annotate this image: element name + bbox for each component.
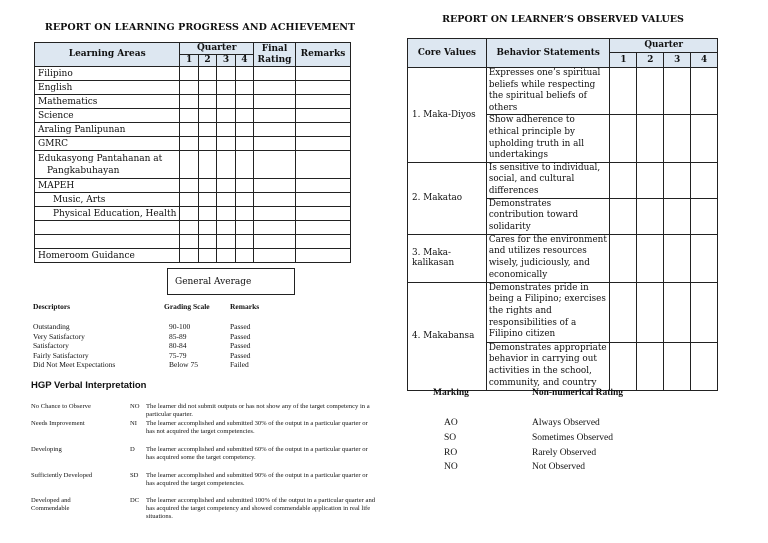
q1-cell <box>180 95 198 109</box>
remarks-cell <box>295 193 350 207</box>
header-q2: 2 <box>637 53 664 68</box>
q3-cell <box>217 137 235 151</box>
final-rating-cell <box>254 123 296 137</box>
descriptor-name: Did Not Meet Expectations <box>33 360 116 369</box>
q4-cell <box>691 342 718 390</box>
q1-cell <box>180 81 198 95</box>
descriptor-remarks: Passed <box>230 350 251 360</box>
hgp-code: SD <box>130 472 139 479</box>
remarks-cell <box>295 151 350 179</box>
subject-row <box>35 67 351 81</box>
q1-cell <box>180 67 198 81</box>
final-rating-cell <box>254 109 296 123</box>
q3-cell <box>217 151 235 179</box>
q4-cell <box>691 234 718 282</box>
learning-progress-table <box>34 42 351 263</box>
q3-cell <box>217 207 235 221</box>
final-rating-cell <box>254 249 296 263</box>
remarks-cell <box>295 179 350 193</box>
final-rating-cell <box>254 81 296 95</box>
value-row <box>408 162 718 198</box>
marking-rating: Always Observed <box>532 418 600 428</box>
subject-row <box>35 179 351 193</box>
header-q2: 2 <box>198 55 216 67</box>
subject-name: MAPEH <box>35 179 180 193</box>
descriptor-name: Outstanding <box>33 322 70 331</box>
q4-cell <box>691 68 718 115</box>
subject-name: Araling Panlipunan <box>35 123 180 137</box>
header-quarter: Quarter <box>610 39 718 53</box>
q3-cell <box>664 198 691 234</box>
descriptors-header: Descriptors <box>33 302 71 311</box>
header-remarks: Remarks <box>295 43 350 67</box>
marking-code: AO <box>444 418 458 428</box>
subject-name: Edukasyong Pantahanan at Pangkabuhayan <box>35 151 180 179</box>
hgp-code: NO <box>130 403 140 410</box>
q3-cell <box>217 221 235 235</box>
non-numerical-rating-header: Non-numerical Rating <box>532 388 624 398</box>
q4-cell <box>235 193 253 207</box>
marking-rating: Rarely Observed <box>532 448 597 458</box>
q4-cell <box>235 151 253 179</box>
subject-row <box>35 249 351 263</box>
q3-cell <box>664 342 691 390</box>
q1-cell <box>180 249 198 263</box>
hgp-label: No Chance to Observe <box>31 403 91 410</box>
q4-cell <box>235 109 253 123</box>
hgp-title: HGP Verbal Interpretation <box>31 380 147 391</box>
q1-cell <box>180 151 198 179</box>
behavior-statement: Demonstrates appropriate behavior in carrying out activities in the school, community, and country <box>486 342 610 390</box>
descriptor-scale: Below 75 <box>169 360 198 369</box>
general-average-box: General Average <box>167 268 295 295</box>
hgp-code: NI <box>130 420 137 427</box>
remarks-cell <box>295 109 350 123</box>
descriptor-remarks: Failed <box>230 360 249 369</box>
behavior-statement: Expresses one’s spiritual beliefs while respecting the spiritual beliefs of others <box>486 68 610 115</box>
final-rating-cell <box>254 207 296 221</box>
q2-cell <box>637 198 664 234</box>
hgp-text: The learner did not submit outputs or has not show any of the target competency in a particular quarter. <box>146 403 370 418</box>
descriptor-scale: 90-100 <box>169 322 191 331</box>
q2-cell <box>637 162 664 198</box>
q3-cell <box>217 193 235 207</box>
subject-row <box>35 137 351 151</box>
q4-cell <box>235 221 253 235</box>
q3-cell <box>217 109 235 123</box>
q4-cell <box>235 137 253 151</box>
subject-row <box>35 207 351 221</box>
q2-cell <box>637 342 664 390</box>
subject-row <box>35 193 351 207</box>
q1-cell <box>610 198 637 234</box>
q2-cell <box>198 95 216 109</box>
q3-cell <box>664 115 691 162</box>
value-row <box>408 282 718 342</box>
remarks-cell <box>295 137 350 151</box>
descriptor-remarks: Passed <box>230 322 251 331</box>
final-rating-cell <box>254 193 296 207</box>
remarks-cell <box>295 221 350 235</box>
q3-cell <box>217 179 235 193</box>
header-q4: 4 <box>691 53 718 68</box>
hgp-text: The learner accomplished and submitted 100% of the output in a particular quarter and has acquired the target competency and showed commendable application in real life situations. <box>146 497 376 520</box>
q3-cell <box>664 162 691 198</box>
learning-progress-title: REPORT ON LEARNING PROGRESS AND ACHIEVEMENT <box>44 22 356 33</box>
q3-cell <box>217 249 235 263</box>
q2-cell <box>637 115 664 162</box>
core-value-name: 3. Maka-kalikasan <box>408 234 487 282</box>
final-rating-cell <box>254 151 296 179</box>
value-row <box>408 234 718 282</box>
core-value-name: 1. Maka-Diyos <box>408 68 487 163</box>
header-q3: 3 <box>664 53 691 68</box>
q4-cell <box>235 207 253 221</box>
final-rating-cell <box>254 235 296 249</box>
marking-code: SO <box>444 433 457 443</box>
value-row <box>408 68 718 115</box>
remarks-cell <box>295 81 350 95</box>
marking-rating: Not Observed <box>532 462 586 472</box>
q1-cell <box>610 282 637 342</box>
subject-name: Homeroom Guidance <box>35 249 180 263</box>
final-rating-cell <box>254 95 296 109</box>
observed-values-table <box>407 38 718 391</box>
marking-header: Marking <box>433 388 469 398</box>
header-q1: 1 <box>610 53 637 68</box>
subject-name: English <box>35 81 180 95</box>
q3-cell <box>217 67 235 81</box>
q3-cell <box>664 68 691 115</box>
behavior-statement: Demonstrates contribution toward solidarity <box>486 198 610 234</box>
marking-rating: Sometimes Observed <box>532 433 614 443</box>
header-core-values: Core Values <box>408 39 487 68</box>
q1-cell <box>610 234 637 282</box>
q4-cell <box>235 235 253 249</box>
behavior-statement: Cares for the environment and utilizes resources wisely, judiciously, and economically <box>486 234 610 282</box>
q1-cell <box>610 162 637 198</box>
behavior-statement: Show adherence to ethical principle by upholding truth in all undertakings <box>486 115 610 162</box>
final-rating-cell <box>254 221 296 235</box>
header-learning-areas: Learning Areas <box>35 43 180 67</box>
final-rating-cell <box>254 137 296 151</box>
subject-row <box>35 221 351 235</box>
header-final-rating: Final Rating <box>254 43 296 67</box>
final-rating-cell <box>254 67 296 81</box>
subject-name: Filipino <box>35 67 180 81</box>
hgp-text: The learner accomplished and submitted 90% of the output in a particular quarter or has acquired the target competencies. <box>146 472 368 487</box>
hgp-label: Needs Improvement <box>31 420 85 427</box>
q2-cell <box>637 68 664 115</box>
header-q1: 1 <box>180 55 198 67</box>
subject-name <box>35 235 180 249</box>
subject-name: Music, Arts <box>35 193 180 207</box>
behavior-statement: Demonstrates pride in being a Filipino; exercises the rights and responsibilities of a Filipino citizen <box>486 282 610 342</box>
q2-cell <box>198 109 216 123</box>
q1-cell <box>180 193 198 207</box>
subject-name <box>35 221 180 235</box>
q2-cell <box>198 151 216 179</box>
q1-cell <box>180 123 198 137</box>
q1-cell <box>610 68 637 115</box>
marking-code: RO <box>444 448 458 458</box>
q2-cell <box>637 282 664 342</box>
descriptor-scale: 85-89 <box>169 331 187 341</box>
remarks-cell <box>295 123 350 137</box>
subject-name: Mathematics <box>35 95 180 109</box>
hgp-label: Developing <box>31 446 62 453</box>
q1-cell <box>180 109 198 123</box>
q3-cell <box>217 123 235 137</box>
q4-cell <box>691 282 718 342</box>
q3-cell <box>217 81 235 95</box>
core-value-name: 2. Makatao <box>408 162 487 234</box>
hgp-code: DC <box>130 497 140 504</box>
hgp-text: The learner accomplished and submitted 30% of the output in a particular quarter or has not acquired the target competencies. <box>146 420 368 435</box>
q1-cell <box>180 179 198 193</box>
subject-row <box>35 235 351 249</box>
descriptor-scale: 75-79 <box>169 350 187 360</box>
q2-cell <box>198 207 216 221</box>
hgp-label: Developed and Commendable <box>31 497 71 512</box>
q3-cell <box>217 235 235 249</box>
descriptor-name: Very Satisfactory <box>33 331 85 341</box>
q1-cell <box>610 115 637 162</box>
q1-cell <box>610 342 637 390</box>
core-value-name: 4. Makabansa <box>408 282 487 390</box>
subject-row <box>35 151 351 179</box>
subject-row <box>35 81 351 95</box>
q2-cell <box>198 67 216 81</box>
subject-name: Science <box>35 109 180 123</box>
q4-cell <box>691 115 718 162</box>
q4-cell <box>235 95 253 109</box>
remarks-header: Remarks <box>230 302 260 311</box>
behavior-statement: Is sensitive to individual, social, and cultural differences <box>486 162 610 198</box>
observed-values-title: REPORT ON LEARNER’S OBSERVED VALUES <box>442 14 684 25</box>
q1-cell <box>180 207 198 221</box>
q2-cell <box>637 234 664 282</box>
q4-cell <box>235 81 253 95</box>
q2-cell <box>198 137 216 151</box>
subject-name: Physical Education, Health <box>35 207 180 221</box>
q4-cell <box>235 179 253 193</box>
q3-cell <box>664 282 691 342</box>
q2-cell <box>198 221 216 235</box>
remarks-cell <box>295 95 350 109</box>
q4-cell <box>691 198 718 234</box>
remarks-cell <box>295 67 350 81</box>
descriptor-name: Satisfactory <box>33 341 69 350</box>
remarks-cell <box>295 249 350 263</box>
subject-row <box>35 123 351 137</box>
hgp-code: D <box>130 446 135 453</box>
q4-cell <box>691 162 718 198</box>
remarks-cell <box>295 207 350 221</box>
q3-cell <box>664 234 691 282</box>
grading-scale-header: Grading Scale <box>164 302 210 311</box>
q2-cell <box>198 249 216 263</box>
header-q3: 3 <box>217 55 235 67</box>
q4-cell <box>235 249 253 263</box>
header-q4: 4 <box>235 55 253 67</box>
descriptor-remarks: Passed <box>230 331 251 341</box>
descriptor-scale: 80-84 <box>169 341 187 350</box>
q1-cell <box>180 221 198 235</box>
subject-row <box>35 109 351 123</box>
subject-row <box>35 95 351 109</box>
header-behavior-statements: Behavior Statements <box>486 39 610 68</box>
final-rating-cell <box>254 179 296 193</box>
marking-code: NO <box>444 462 458 472</box>
descriptor-remarks: Passed <box>230 341 251 350</box>
descriptor-name: Fairly Satisfactory <box>33 350 89 360</box>
q3-cell <box>217 95 235 109</box>
q2-cell <box>198 81 216 95</box>
q2-cell <box>198 179 216 193</box>
hgp-label: Sufficiently Developed <box>31 472 93 479</box>
q1-cell <box>180 235 198 249</box>
hgp-text: The learner accomplished and submitted 60% of the output in a particular quarter or has acquired some the target competency. <box>146 446 368 461</box>
subject-name: GMRC <box>35 137 180 151</box>
q2-cell <box>198 235 216 249</box>
remarks-cell <box>295 235 350 249</box>
q2-cell <box>198 193 216 207</box>
q4-cell <box>235 67 253 81</box>
q4-cell <box>235 123 253 137</box>
q1-cell <box>180 137 198 151</box>
q2-cell <box>198 123 216 137</box>
header-quarter: Quarter <box>180 43 254 55</box>
